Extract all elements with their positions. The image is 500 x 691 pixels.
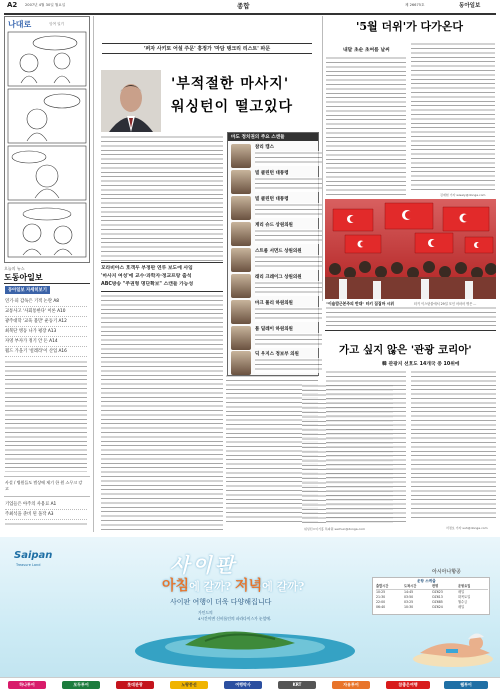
sponsor-logo[interactable]: 모두투어 <box>62 681 100 689</box>
schedule-cell: 06:40 <box>376 605 386 609</box>
profile-desc <box>255 281 322 296</box>
schedule-cell: 매일 <box>458 590 465 594</box>
schedule-row <box>376 600 488 605</box>
main-story-text-2 <box>101 294 223 532</box>
ad-question-2: 에 갈까? <box>262 580 305 593</box>
schedule-cell: 14:45 <box>404 590 414 594</box>
sponsor-logo[interactable]: KRT <box>278 681 316 689</box>
schedule-cell: OZ624 <box>432 605 443 609</box>
ad-right-brand: 아시아나항공 <box>432 569 461 575</box>
main-byline: 워싱턴=이기홍 특파원 sechun@donga.com <box>304 527 366 531</box>
sidebar-item[interactable]: 자영 부자가 정기 안 돈 A14 <box>5 337 87 347</box>
sidebar-item[interactable]: 연기·피 감독은 기적 논란 A8 <box>5 297 87 307</box>
ad-brand: Saipan <box>14 550 53 561</box>
sunbather-illustration <box>410 623 496 669</box>
schedule-cell: 03:50 <box>404 595 414 599</box>
schedule-cell: 화목토일 <box>458 595 471 599</box>
schedule-col: 도착시간 <box>404 584 417 588</box>
sidebar-index-title: 동아일보 자세히보기 <box>5 286 50 294</box>
photo-caption-title: "이슬람근본주의 반대" 터키 집집마 시위 <box>326 301 394 306</box>
main-story-text <box>101 135 223 261</box>
ad-sub-2: 4시간이면 신비롭인의 파라다이스가 눈앞에. <box>198 616 272 621</box>
date-line: 2007년 4월 30일 월요일 <box>25 3 66 7</box>
main-subhead-block <box>101 262 223 292</box>
profile-name: 래리 크레이그 상원의원 <box>255 275 302 280</box>
column-divider <box>322 16 323 301</box>
avatar <box>231 274 251 298</box>
avatar <box>231 300 251 324</box>
sidebar-item[interactable]: 최북단 병동 나가 평장 A13 <box>5 327 87 337</box>
avatar <box>231 144 251 168</box>
right-subhead: 내달 초순 초여름 날씨 <box>343 48 390 53</box>
main-subhead-2: '마사지 여성'에 교수·과학자·정교프랑 출석 <box>101 274 192 279</box>
profile-desc <box>255 255 322 270</box>
profile-desc <box>255 229 322 244</box>
profiles-box <box>227 132 319 376</box>
sponsor-strip <box>0 677 500 691</box>
cartoon-title: 나대로 <box>8 20 32 29</box>
profile-desc <box>255 203 322 218</box>
ad-sub-1: 가인드의 <box>198 610 213 615</box>
ad-question-1: 에 갈까? <box>189 580 236 593</box>
profile-item <box>228 193 318 222</box>
bottom-subhead: 韓 관광지 선호도 14개국 중 10위에 <box>382 362 460 367</box>
bottom-headline: 가고 싶지 않은 '관광 코리아' <box>339 344 472 356</box>
schedule-table <box>372 577 490 615</box>
main-subhead-1: 모라비아스 호객두 부정판 연루 보도에 사임 <box>101 266 193 271</box>
sponsor-logo[interactable]: 참좋은여행 <box>386 681 430 689</box>
schedule-cell: 03:25 <box>404 600 414 604</box>
schedule-cell: 매일 <box>458 605 465 609</box>
avatar <box>231 196 251 220</box>
sidebar-item[interactable]: 월드 가을기 '설레라'이 산업 A16 <box>5 347 87 357</box>
ad-evening: 저녁 <box>235 578 263 594</box>
schedule-col: 출발시간 <box>376 584 389 588</box>
issue-number: 제 26675호 <box>405 3 425 7</box>
profile-name: 빌 클린턴 대통령 <box>255 197 289 202</box>
sidebar-foot-item[interactable]: 주최석을 준비 된 돌작 A3 <box>5 510 87 520</box>
main-headline-2: 워싱턴이 떨고있다 <box>171 99 294 115</box>
profile-name: 게리 슈드 상원의원 <box>255 223 293 228</box>
sidebar-divider <box>4 476 90 477</box>
right-story-text-2 <box>411 42 495 192</box>
profile-desc <box>255 307 322 322</box>
saipan-ad[interactable] <box>0 537 500 691</box>
ad-morning: 아침 <box>162 578 190 594</box>
main-headline-1: '부적절한 마사지' <box>171 76 290 92</box>
sponsor-logo[interactable]: 여행박사 <box>224 681 262 689</box>
sponsor-logo[interactable]: 노랑풍선 <box>170 681 208 689</box>
right-story-text-1 <box>326 56 406 196</box>
photo-caption-text <box>326 306 496 326</box>
profile-desc <box>255 358 322 373</box>
profile-item <box>228 348 318 377</box>
schedule-cell: 10:25 <box>376 590 386 594</box>
sponsor-logo[interactable]: 웹투어 <box>444 681 488 689</box>
sidebar-rule <box>4 283 90 284</box>
sidebar-foot-item[interactable]: 기업들은 아주의 사용료 A1 <box>5 500 87 510</box>
section-title: 종합 <box>237 2 250 10</box>
profile-desc <box>255 151 322 166</box>
schedule-cell: 10:30 <box>404 605 414 609</box>
profile-item <box>228 219 318 248</box>
cartoon-strip <box>4 16 90 263</box>
portrait-photo <box>101 70 161 132</box>
bottom-story-rule <box>325 330 496 331</box>
ad-line-1: 사이판 <box>170 553 237 577</box>
sidebar-divider <box>4 496 90 497</box>
bottom-story-text-1 <box>326 370 406 524</box>
schedule-cell: 22:00 <box>376 600 386 604</box>
photo-caption-tail: 터키 이스탄불에서 29일 모인 어마어 명은 ... <box>414 302 477 306</box>
schedule-cell: 21:30 <box>376 595 386 599</box>
avatar <box>231 248 251 272</box>
avatar <box>231 170 251 194</box>
avatar <box>231 351 251 375</box>
cartoon-caption: 잉여 일기 <box>49 22 65 26</box>
main-subhead-3: ABC방송 "주권형 명단확보" 스캔들 가능성 <box>101 282 194 287</box>
schedule-cell: OZ623 <box>432 590 443 594</box>
sponsor-logo[interactable]: 자유투어 <box>332 681 370 689</box>
schedule-col: 편명 <box>432 584 439 588</box>
profile-item <box>228 141 318 170</box>
masthead <box>0 0 500 14</box>
schedule-row <box>376 590 488 595</box>
today-news-small: 오늘의 뉴스 <box>4 266 25 271</box>
profile-desc <box>255 333 322 348</box>
right-headline: '5월 더위'가 다가온다 <box>356 20 464 33</box>
bottom-byline: 서정보 기자 suh@donga.com <box>446 526 488 530</box>
profile-name: 참리 캠스 <box>255 145 274 150</box>
profiles-title: 마도 정치권의 주요 스캔들 <box>228 133 318 141</box>
today-news-label <box>4 266 90 283</box>
main-kicker: '퍼자 사키또 어설 주문' 흥정가 '마담 탱크리 리스트' 파문 <box>102 43 312 54</box>
sidebar-text-block <box>5 522 87 528</box>
profile-item <box>228 167 318 196</box>
masthead-rule <box>4 13 496 15</box>
schedule-row <box>376 595 488 600</box>
profile-desc <box>255 177 322 192</box>
profile-name: 스트롬 서먼드 상원의원 <box>255 249 302 254</box>
schedule-header <box>376 584 488 590</box>
schedule-cell: OZ685 <box>432 600 443 604</box>
ad-brand-sub: Treasure Land <box>16 563 41 567</box>
schedule-cell: 월수금 <box>458 600 468 604</box>
sidebar-item[interactable]: 광주대학 '교육 불만' 운동기 A12 <box>5 317 87 327</box>
today-news-big: 도동아일보 <box>4 273 43 282</box>
schedule-cell: OZ613 <box>432 595 443 599</box>
protest-photo <box>325 199 496 299</box>
schedule-title: 운항 스케줄 <box>417 579 436 583</box>
sidebar-note: 사설 / 병원들도 범상에 제기 한 원 스무크 강 고 <box>5 480 83 491</box>
paper-logo: 동아일보 <box>459 3 481 9</box>
sponsor-logo[interactable]: 롯데관광 <box>116 681 154 689</box>
sponsor-logo[interactable]: 하나투어 <box>8 681 46 689</box>
cartoon-panels <box>7 31 87 259</box>
profile-item <box>228 245 318 274</box>
page-number: A2 <box>7 1 18 9</box>
bottom-story-text-2 <box>411 370 496 520</box>
schedule-row <box>376 605 488 610</box>
avatar <box>231 326 251 350</box>
column-divider <box>93 16 94 532</box>
profile-item <box>228 271 318 300</box>
avatar <box>231 222 251 246</box>
schedule-col: 운항요일 <box>458 584 471 588</box>
profile-item <box>228 297 318 326</box>
sidebar-item[interactable]: 교통사고 '사회통한다' 이론 A10 <box>5 307 87 317</box>
profile-name: 톰 딜레이 하원의원 <box>255 327 293 332</box>
profile-name: 딕 우지스 정보부 의원 <box>255 352 299 357</box>
profile-name: 빌 클린턴 대통령 <box>255 171 289 176</box>
ad-line-2 <box>162 575 304 595</box>
right-byline: 김재현 기자 wisely@donga.com <box>440 193 486 197</box>
profile-name: 마크 폴리 하원의원 <box>255 301 293 306</box>
sidebar-text-block <box>5 360 87 472</box>
ad-slogan: 사이판 여행이 더욱 다양해집니다 <box>170 598 272 606</box>
